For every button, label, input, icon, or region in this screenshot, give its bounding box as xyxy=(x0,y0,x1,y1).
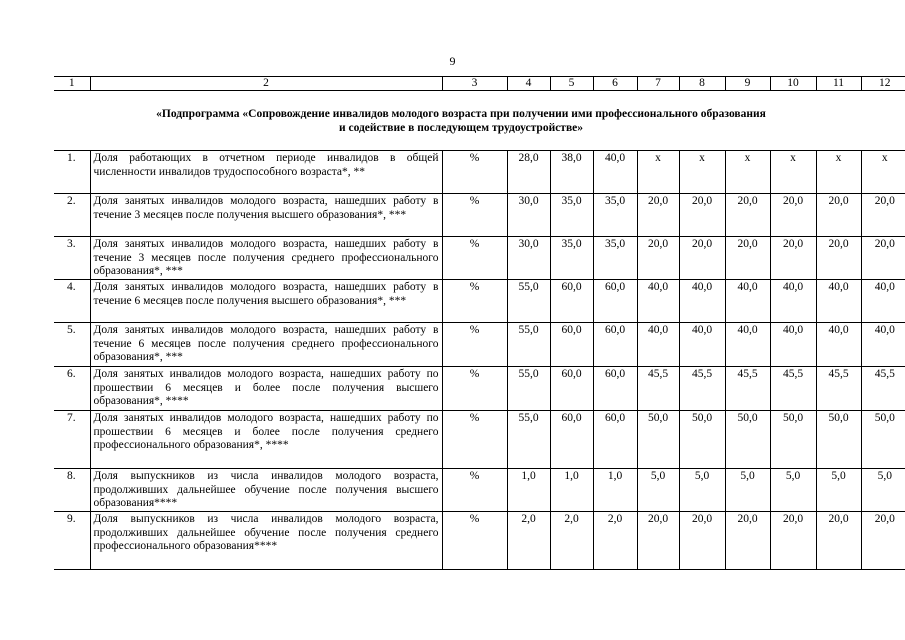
unit-cell: % xyxy=(442,367,507,411)
column-number: 3 xyxy=(442,77,507,91)
value-cell: 20,0 xyxy=(770,194,816,237)
value-cell: 20,0 xyxy=(861,237,905,280)
row-number: 8. xyxy=(54,469,90,512)
unit-cell: % xyxy=(442,280,507,323)
value-cell: 35,0 xyxy=(593,237,637,280)
value-cell: 40,0 xyxy=(770,280,816,323)
value-cell: 2,0 xyxy=(550,512,593,570)
value-cell: 20,0 xyxy=(679,237,725,280)
row-number: 1. xyxy=(54,151,90,194)
table-row xyxy=(54,280,905,323)
unit-cell: % xyxy=(442,237,507,280)
value-cell: х xyxy=(816,151,861,194)
value-cell: 45,5 xyxy=(725,367,770,411)
value-cell: 2,0 xyxy=(593,512,637,570)
value-cell: 1,0 xyxy=(593,469,637,512)
table-row xyxy=(54,469,905,512)
value-cell: 50,0 xyxy=(637,411,679,469)
value-cell: 20,0 xyxy=(861,194,905,237)
unit-cell: % xyxy=(442,411,507,469)
value-cell: 20,0 xyxy=(637,512,679,570)
value-cell: 5,0 xyxy=(725,469,770,512)
value-cell: 50,0 xyxy=(816,411,861,469)
value-cell: 50,0 xyxy=(679,411,725,469)
value-cell: 60,0 xyxy=(593,411,637,469)
column-number-header xyxy=(54,76,905,91)
value-cell: 60,0 xyxy=(550,411,593,469)
value-cell: 50,0 xyxy=(861,411,905,469)
indicator-description: Доля выпускников из числа инвалидов молодого возраста, продолживших дальнейшее обучение после получения среднего профессионального образования**** xyxy=(90,512,442,570)
indicator-description: Доля занятых инвалидов молодого возраста, нашедших работу в течение 6 месяцев после получения среднего профессионального образования*, *** xyxy=(90,323,442,367)
column-number: 5 xyxy=(550,77,593,91)
value-cell: 35,0 xyxy=(550,194,593,237)
value-cell: х xyxy=(861,151,905,194)
value-cell: 20,0 xyxy=(770,237,816,280)
value-cell: 30,0 xyxy=(507,194,550,237)
table-row xyxy=(54,512,905,570)
indicator-description: Доля работающих в отчетном периоде инвалидов в общей численности инвалидов трудоспособного возраста*, ** xyxy=(90,151,442,194)
value-cell: 5,0 xyxy=(770,469,816,512)
column-number: 10 xyxy=(770,77,816,91)
value-cell: 20,0 xyxy=(725,194,770,237)
value-cell: 55,0 xyxy=(507,323,550,367)
value-cell: 20,0 xyxy=(861,512,905,570)
indicator-description: Доля занятых инвалидов молодого возраста, нашедших работу по прошествии 6 месяцев и более после получения высшего образования*, **** xyxy=(90,367,442,411)
row-number: 2. xyxy=(54,194,90,237)
value-cell: 5,0 xyxy=(816,469,861,512)
value-cell: 20,0 xyxy=(816,237,861,280)
value-cell: х xyxy=(637,151,679,194)
value-cell: 55,0 xyxy=(507,367,550,411)
value-cell: 40,0 xyxy=(725,280,770,323)
table-row xyxy=(54,151,905,194)
row-number: 4. xyxy=(54,280,90,323)
value-cell: 20,0 xyxy=(725,237,770,280)
value-cell: 40,0 xyxy=(861,280,905,323)
column-number: 6 xyxy=(593,77,637,91)
indicator-description: Доля занятых инвалидов молодого возраста, нашедших работу в течение 3 месяцев после получения среднего профессионального образования*, *** xyxy=(90,237,442,280)
page-number: 9 xyxy=(449,54,456,68)
value-cell: 1,0 xyxy=(550,469,593,512)
column-number: 1 xyxy=(54,77,90,91)
table-row xyxy=(54,367,905,411)
value-cell: 40,0 xyxy=(816,280,861,323)
unit-cell: % xyxy=(442,323,507,367)
value-cell: х xyxy=(770,151,816,194)
indicator-description: Доля занятых инвалидов молодого возраста, нашедших работу в течение 6 месяцев после получения высшего образования*, *** xyxy=(90,280,442,323)
value-cell: 20,0 xyxy=(637,194,679,237)
subprogram-title xyxy=(54,107,868,135)
row-number: 6. xyxy=(54,367,90,411)
value-cell: 20,0 xyxy=(679,194,725,237)
value-cell: 45,5 xyxy=(816,367,861,411)
value-cell: 40,0 xyxy=(861,323,905,367)
table-row xyxy=(54,323,905,367)
value-cell: 60,0 xyxy=(550,280,593,323)
value-cell: 20,0 xyxy=(816,512,861,570)
value-cell: 35,0 xyxy=(550,237,593,280)
value-cell: 1,0 xyxy=(507,469,550,512)
subprogram-title-line: и содействие в последующем трудоустройстве» xyxy=(338,122,584,134)
value-cell: 45,5 xyxy=(861,367,905,411)
value-cell: 35,0 xyxy=(593,194,637,237)
indicator-description: Доля занятых инвалидов молодого возраста, нашедших работу в течение 3 месяцев после получения высшего образования*, *** xyxy=(90,194,442,237)
value-cell: 2,0 xyxy=(507,512,550,570)
value-cell: 50,0 xyxy=(770,411,816,469)
column-number: 4 xyxy=(507,77,550,91)
value-cell: 20,0 xyxy=(679,512,725,570)
subprogram-title-line: «Подпрограмма «Сопровождение инвалидов молодого возраста при получении ими профессионального образования xyxy=(156,108,766,120)
column-number: 11 xyxy=(816,77,861,91)
value-cell: 55,0 xyxy=(507,411,550,469)
indicator-description: Доля занятых инвалидов молодого возраста, нашедших работу по прошествии 6 месяцев и более после получения среднего профессионального образования*, **** xyxy=(90,411,442,469)
value-cell: 40,0 xyxy=(725,323,770,367)
value-cell: 40,0 xyxy=(816,323,861,367)
value-cell: 50,0 xyxy=(725,411,770,469)
value-cell: 45,5 xyxy=(770,367,816,411)
table-row xyxy=(54,194,905,237)
value-cell: 60,0 xyxy=(593,323,637,367)
value-cell: 45,5 xyxy=(679,367,725,411)
value-cell: 40,0 xyxy=(679,323,725,367)
value-cell: 40,0 xyxy=(637,280,679,323)
table-row xyxy=(54,411,905,469)
unit-cell: % xyxy=(442,512,507,570)
value-cell: 40,0 xyxy=(593,151,637,194)
value-cell: 5,0 xyxy=(679,469,725,512)
value-cell: 40,0 xyxy=(637,323,679,367)
value-cell: 60,0 xyxy=(593,367,637,411)
value-cell: 20,0 xyxy=(816,194,861,237)
value-cell: х xyxy=(725,151,770,194)
row-number: 9. xyxy=(54,512,90,570)
row-number: 7. xyxy=(54,411,90,469)
value-cell: 38,0 xyxy=(550,151,593,194)
value-cell: х xyxy=(679,151,725,194)
value-cell: 20,0 xyxy=(725,512,770,570)
indicators-table xyxy=(54,150,905,570)
value-cell: 5,0 xyxy=(637,469,679,512)
row-number: 5. xyxy=(54,323,90,367)
unit-cell: % xyxy=(442,194,507,237)
indicator-description: Доля выпускников из числа инвалидов молодого возраста, продолживших дальнейшее обучение после получения высшего образования**** xyxy=(90,469,442,512)
row-number: 3. xyxy=(54,237,90,280)
column-number: 9 xyxy=(725,77,770,91)
value-cell: 20,0 xyxy=(770,512,816,570)
unit-cell: % xyxy=(442,469,507,512)
value-cell: 60,0 xyxy=(550,367,593,411)
value-cell: 60,0 xyxy=(550,323,593,367)
value-cell: 60,0 xyxy=(593,280,637,323)
value-cell: 40,0 xyxy=(679,280,725,323)
value-cell: 40,0 xyxy=(770,323,816,367)
value-cell: 20,0 xyxy=(637,237,679,280)
column-number: 8 xyxy=(679,77,725,91)
value-cell: 30,0 xyxy=(507,237,550,280)
value-cell: 55,0 xyxy=(507,280,550,323)
value-cell: 45,5 xyxy=(637,367,679,411)
value-cell: 28,0 xyxy=(507,151,550,194)
column-number: 7 xyxy=(637,77,679,91)
value-cell: 5,0 xyxy=(861,469,905,512)
unit-cell: % xyxy=(442,151,507,194)
column-number: 2 xyxy=(90,77,442,91)
table-row xyxy=(54,237,905,280)
column-number: 12 xyxy=(861,77,905,91)
